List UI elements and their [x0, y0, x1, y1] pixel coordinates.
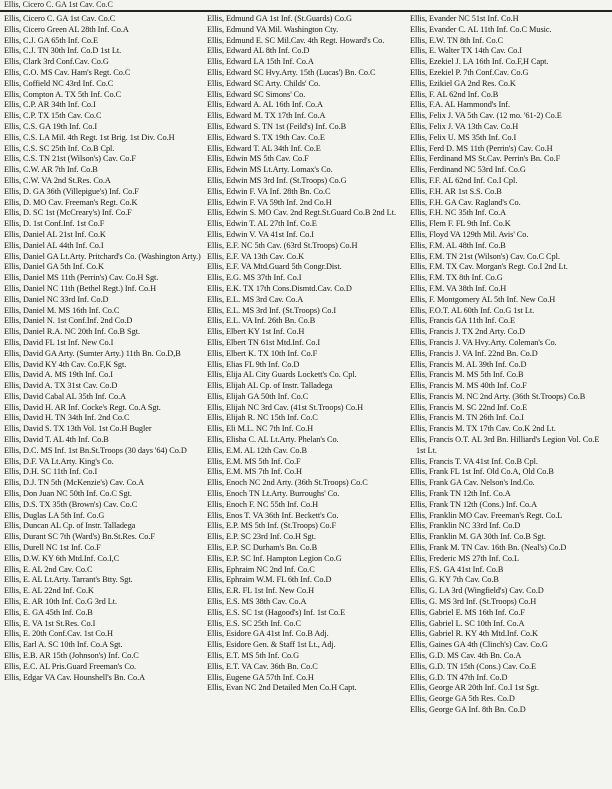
- index-entry: Ellis, D.W. KY 6th Mtd.Inf. Co.I,C: [4, 553, 120, 563]
- index-entry: Ellis, Elisha C. AL Lt.Arty. Phelan's Co.: [207, 435, 339, 445]
- index-entry: Ellis, F.M. AL 48th Inf. Co.B: [410, 240, 506, 250]
- index-entry: Ellis, E.T. MS 5th Inf. Co.G: [207, 651, 300, 661]
- index-entry: Ellis, Felix J. VA 5th Cav. (12 mo. '61-2) Co.E: [410, 111, 562, 121]
- index-entry: Ellis, Evan NC 2nd Detailed Men Co.H Capt.: [207, 683, 357, 693]
- index-entry: Ellis, Daniel AL 21st Inf. Co.K: [4, 229, 106, 239]
- index-entry: Ellis, G.D. TN 47th Inf. Co.D: [410, 672, 508, 682]
- index-entry: Ellis, Daniel NC 11th (Bethel Regt.) Inf. Co.H: [4, 283, 157, 293]
- index-entry: Ellis, David FL 1st Inf. New Co.I: [4, 337, 114, 347]
- index-entry: Ellis, D.C. MS Inf. 1st Bn.St.Troops (30 days '64) Co.D: [4, 445, 187, 455]
- index-entry: Ellis, Elijah NC 3rd Cav. (41st St.Troops) Co.H: [207, 402, 364, 412]
- index-entry: Ellis, E. 20th Conf.Cav. 1st Co.H: [4, 629, 113, 639]
- index-entry: Ellis, George GA 5th Res. Co.D: [410, 694, 515, 704]
- index-entry: Ellis, Francis M. AL 39th Inf. Co.D: [410, 359, 527, 369]
- index-entry: Ellis, Cicero C. GA 1st Cav. Co.C: [4, 14, 116, 23]
- entry-column-3: [410, 14, 609, 788]
- index-entry: Ellis, Clark 3rd Conf.Cav. Co.G: [4, 57, 109, 67]
- index-entry: Ellis, Francis M. MS 40th Inf. Co.F: [410, 381, 527, 391]
- index-entry: Ellis, E.B. AR 15th (Johnson's) Inf. Co.C: [4, 651, 139, 661]
- index-entry: Ellis, Ezekiel P. 7th Conf.Cav. Co.G: [410, 67, 529, 77]
- index-entry: Ellis, Edmund E. SC Mil.Cav. 4th Regt. Howard's Co.: [207, 35, 385, 45]
- index-entry: Ellis, E.P. SC Inf. Hampton Legion Co.G: [207, 553, 342, 563]
- index-entry: Ellis, G. LA 3rd (Wingfield's) Cav. Co.D: [410, 586, 544, 596]
- index-entry: Ellis, Flem F. FL 9th Inf. Co.K: [410, 219, 511, 229]
- index-entry: Ellis, C.S. GA 19th Inf. Co.I: [4, 121, 98, 131]
- index-entry: Ellis, F.M. TN 21st (Wilson's) Cav. Co.C Cpl.: [410, 251, 560, 261]
- index-entry: Ellis, David A. TX 31st Cav. Co.D: [4, 381, 118, 391]
- index-entry: Ellis, Edwin MS 5th Cav. Co.F: [207, 154, 309, 164]
- index-entry: Ellis, David GA Arty. (Sumter Arty.) 11th Bn. Co.D,B: [4, 348, 181, 358]
- index-entry: Ellis, Francis M. TN 26th Inf. Co.I: [410, 413, 524, 423]
- index-entry: Ellis, C.O. MS Cav. Ham's Regt. Co.C: [4, 67, 131, 77]
- index-entry: Ellis, David S. TX 13th Vol. 1st Co.H Bugler: [4, 424, 152, 434]
- index-entry: Ellis, E.L. MS 3rd Cav. Co.A: [207, 294, 304, 304]
- index-entry: Ellis, Edmund GA 1st Inf. (St.Guards) Co.G: [207, 14, 352, 23]
- index-entry: Ellis, Edward S. TX 19th Cav. Co.E: [207, 132, 325, 142]
- index-entry: Ellis, Frank M. TN Cav. 16th Bn. (Neal's) Co.D: [410, 543, 567, 553]
- index-entry: Ellis, Elijah AL Cp. of Instr. Talladega: [207, 381, 333, 391]
- index-entry: Ellis, E.S. SC 1st (Hagood's) Inf. 1st Co.E: [207, 607, 346, 617]
- index-entry: Ellis, Francis GA 11th Inf. Co.E: [410, 316, 516, 326]
- index-entry: Ellis, C.P. TX 15th Cav. Co.C: [4, 111, 102, 121]
- index-entry: Ellis, Francis O.T. AL 3rd Bn. Hilliard's Legion Vol. Co.E 1st Lt.: [410, 435, 600, 455]
- index-entry: Ellis, Francis T. VA 41st Inf. Co.B Cpl.: [410, 456, 538, 466]
- index-entry: Ellis, Felix J. VA 13th Cav. Co.H: [410, 121, 519, 131]
- index-entry: Ellis, Enoch TN Lt.Arty. Burroughs' Co.: [207, 489, 340, 499]
- index-entry: Ellis, Edward AL 8th Inf. Co.D: [207, 46, 310, 56]
- index-entry: Ellis, Edwin V. VA 41st Inf. Co.I: [207, 229, 314, 239]
- index-entry: Ellis, E.W. TN 8th Inf. Co.C: [410, 35, 504, 45]
- index-entry: Ellis, David H. TN 34th Inf. 2nd Co.C: [4, 413, 130, 423]
- index-entry: Ellis, Ferd D. MS 11th (Perrin's) Cav. Co.H: [410, 143, 553, 153]
- index-entry: Ellis, E. AR 10th Inf. Co.G 3rd Lt.: [4, 597, 118, 607]
- index-entry: Ellis, Edwin T. AL 27th Inf. Co.E: [207, 219, 317, 229]
- index-entry: Ellis, E.P. SC Durham's Bn. Co.B: [207, 543, 318, 553]
- index-entry: Ellis, E. AL Lt.Arty. Tarrant's Btty. Sgt.: [4, 575, 133, 585]
- index-entry: Ellis, Gabriel R. KY 4th Mtd.Inf. Co.K: [410, 629, 538, 639]
- index-entry: Ellis, Edwin F. VA Inf. 28th Bn. Co.C: [207, 186, 331, 196]
- index-entry: Ellis, Edward A. AL 16th Inf. Co.A: [207, 100, 323, 110]
- index-entry: Ellis, Esidore GA 41st Inf. Co.B Adj.: [207, 629, 329, 639]
- index-entry: Ellis, Durant SC 7th (Ward's) Bn.St.Res. Co.F: [4, 532, 155, 542]
- index-entry: Ellis, Durell NC 1st Inf. Co.F: [4, 543, 101, 553]
- index-entry: Ellis, Edwin S. MO Cav. 2nd Regt.St.Guard Co.B 2nd Lt.: [207, 208, 396, 218]
- index-entry: Ellis, G. KY 7th Cav. Co.B: [410, 575, 499, 585]
- index-entry: Ellis, F.A. AL Hammond's Inf.: [410, 100, 511, 110]
- index-entry: Ellis, Eugene GA 57th Inf. Co.H: [207, 672, 314, 682]
- index-entry: Ellis, Ezekiel J. LA 16th Inf. Co.F,H Capt.: [410, 57, 549, 67]
- index-entry: Ellis, David KY 4th Cav. Co.F,K Sgt.: [4, 359, 127, 369]
- header-rule: [0, 10, 612, 12]
- index-entry: Ellis, Gaines GA 4th (Clinch's) Cav. Co.G: [410, 640, 548, 650]
- running-header: Ellis, Cicero C. GA 1st Cav. Co.C: [4, 0, 113, 9]
- index-entry: Ellis, Elija AL City Guards Lockett's Co. Cpl.: [207, 370, 357, 380]
- index-entry: Ellis, E. AL 22nd Inf. Co.K: [4, 586, 94, 596]
- index-entry: Ellis, Frank TN 12th Inf. Co.A: [410, 489, 511, 499]
- index-entry: Ellis, Daniel MS 11th (Perrin's) Cav. Co.H Sgt.: [4, 273, 159, 283]
- index-entry: Ellis, Evander NC 51st Inf. Co.H: [410, 14, 519, 23]
- index-entry: Ellis, David T. AL 4th Inf. Co.B: [4, 435, 109, 445]
- index-entry: Ellis, Floyd VA 129th Mil. Avis' Co.: [410, 229, 529, 239]
- index-entry: Ellis, Daniel R.A. NC 20th Inf. Co.B Sgt.: [4, 327, 141, 337]
- index-entry: Ellis, Franklin MO Cav. Freeman's Regt. Co.L: [410, 510, 563, 520]
- index-entry: Ellis, Edward S. TN 1st (Feild's) Inf. Co.B: [207, 121, 347, 131]
- index-entry: Ellis, George GA Inf. 8th Bn. Co.D: [410, 705, 526, 714]
- index-entry: Ellis, Enoch F. NC 55th Inf. Co.H: [207, 499, 319, 509]
- index-entry: Ellis, Edward M. TX 17th Inf. Co.A: [207, 111, 326, 121]
- entry-column-1: [4, 14, 203, 788]
- index-entry: Ellis, E.P. SC 23rd Inf. Co.H Sgt.: [207, 532, 316, 542]
- index-entry: Ellis, Edward SC Arty. Childs' Co.: [207, 78, 321, 88]
- index-entry: Ellis, D. MO Cav. Freeman's Regt. Co.K: [4, 197, 138, 207]
- index-entry: Ellis, D. SC 1st (McCreary's) Inf. Co.F: [4, 208, 132, 218]
- index-entry: Ellis, Ferdinand MS St.Cav. Perrin's Bn. Co.F: [410, 154, 561, 164]
- index-entry: Ellis, C.S. SC 25th Inf. Co.B Cpl.: [4, 143, 115, 153]
- index-entry: Ellis, Daniel AL 44th Inf. Co.I: [4, 240, 104, 250]
- index-entry: Ellis, C.W. VA 2nd St.Res. Co.A: [4, 175, 111, 185]
- index-entry: Ellis, F.M. VA 38th Inf. Co.H: [410, 283, 507, 293]
- entry-column-2: [207, 14, 406, 788]
- index-entry: Ellis, Daniel GA 5th Inf. Co.K: [4, 262, 104, 272]
- index-entry: Ellis, D.S. TX 35th (Brown's) Cav. Co.C: [4, 499, 138, 509]
- index-entry: Ellis, D. GA 36th (Villepigue's) Inf. Co.F: [4, 186, 139, 196]
- index-entry: Ellis, Francis J. TX 2nd Arty. Co.D: [410, 327, 526, 337]
- index-entry: Ellis, F.H. NC 35th Inf. Co.A: [410, 208, 507, 218]
- index-entry: Ellis, F.H. AR 1st S.S. Co.B: [410, 186, 502, 196]
- index-entry: Ellis, Esidore Gen. & Staff 1st Lt., Adj.: [207, 640, 336, 650]
- index-entry: Ellis, Ephraim NC 2nd Inf. Co.C: [207, 564, 315, 574]
- index-entry: Ellis, Edwin MS Lt.Arty. Lomax's Co.: [207, 165, 333, 175]
- index-entry: Ellis, E. Walter TX 14th Cav. Co.I: [410, 46, 523, 56]
- index-entry: Ellis, C.S. TN 21st (Wilson's) Cav. Co.F: [4, 154, 136, 164]
- index-entry: Ellis, F.H. GA Cav. Ragland's Co.: [410, 197, 521, 207]
- index-entry: Ellis, Frank FL 1st Inf. Old Co.A, Old Co.B: [410, 467, 554, 477]
- index-entry: Ellis, E. AL 2nd Cav. Co.C: [4, 564, 93, 574]
- index-entry: Ellis, F.S. GA 41st Inf. Co.B: [410, 564, 504, 574]
- index-entry: Ellis, Edward LA 15th Inf. Co.A: [207, 57, 314, 67]
- index-entry: Ellis, Elijah R. NC 15th Inf. Co.C: [207, 413, 318, 423]
- index-entry: Ellis, Daniel NC 33rd Inf. Co.D: [4, 294, 109, 304]
- index-entry: Ellis, Elbert K. TX 10th Inf. Co.F: [207, 348, 318, 358]
- index-entry: Ellis, E.M. AL 12th Cav. Co.B: [207, 445, 308, 455]
- index-entry: Ellis, Francis M. NC 2nd Arty. (36th St.Troops) Co.B: [410, 391, 586, 401]
- index-entry: Ellis, Francis M. SC 22nd Inf. Co.E: [410, 402, 528, 412]
- index-entry: Ellis, Edward T. AL 34th Inf. Co.E: [207, 143, 321, 153]
- index-entry: Ellis, E.T. VA Cav. 36th Bn. Co.C: [207, 661, 318, 671]
- index-entry: Ellis, Ferdinand NC 53rd Inf. Co.G: [410, 165, 526, 175]
- index-entry: Ellis, E.L. MS 3rd Inf. (St.Troops) Co.I: [207, 305, 337, 315]
- index-entry: Ellis, F.O.T. AL 60th Inf. Co.G 1st Lt.: [410, 305, 535, 315]
- index-entry: Ellis, C.J. GA 65th Inf. Co.E: [4, 35, 98, 45]
- index-entry: Ellis, F.M. TX Cav. Morgan's Regt. Co.I 2nd Lt.: [410, 262, 568, 272]
- index-entry: Ellis, G. MS 3rd Inf. (St.Troops) Co.H: [410, 597, 537, 607]
- index-entry: Ellis, Evander C. AL 11th Inf. Co.C Music.: [410, 24, 552, 34]
- index-entry: Ellis, E.F. VA 13th Cav. Co.K: [207, 251, 305, 261]
- index-entry: Ellis, D.J. TN 5th (McKenzie's) Cav. Co.A: [4, 478, 145, 488]
- index-entry: Ellis, Duncan AL Cp. of Instr. Talladega: [4, 521, 136, 531]
- index-entry: Ellis, Daniel GA Lt.Arty. Pritchard's Co. (Washington Arty.): [4, 251, 201, 261]
- index-entry: Ellis, E. VA 1st St.Res. Co.I: [4, 618, 96, 628]
- index-entry: Ellis, E.P. MS 5th Inf. (St.Troops) Co.F: [207, 521, 337, 531]
- index-entry: Ellis, Daniel N. 1st Conf.Inf. 2nd Co.D: [4, 316, 133, 326]
- index-entry: Ellis, D.F. VA Lt.Arty. King's Co.: [4, 456, 114, 466]
- index-entry: Ellis, Eli M.L. NC 7th Inf. Co.H: [207, 424, 314, 434]
- index-entry: Ellis, E.C. AL Pris.Guard Freeman's Co.: [4, 661, 136, 671]
- index-entry: Ellis, D. 1st Conf.Inf. 1st Co.F: [4, 219, 105, 229]
- index-entry: Ellis, F.F. AL 62nd Inf. Co.I Cpl.: [410, 175, 518, 185]
- index-entry: Ellis, Elijah GA 50th Inf. Co.C: [207, 391, 309, 401]
- index-entry: Ellis, C.J. TN 30th Inf. Co.D 1st Lt.: [4, 46, 122, 56]
- index-entry: Ellis, George AR 20th Inf. Co.I 1st Sgt.: [410, 683, 539, 693]
- index-entry: Ellis, Edward SC Hvy.Arty. 15th (Lucas') Bn. Co.C: [207, 67, 376, 77]
- index-entry: Ellis, Edmund VA Mil. Washington Cty.: [207, 24, 339, 34]
- index-entry: Ellis, Felix U. MS 35th Inf. Co.I: [410, 132, 517, 142]
- index-entry: Ellis, David Cabal AL 35th Inf. Co.A: [4, 391, 127, 401]
- index-entry: Ellis, E.S. MS 38th Cav. Co.A: [207, 597, 307, 607]
- index-entry: Ellis, E.G. MS 37th Inf. Co.I: [207, 273, 302, 283]
- index-entry: Ellis, Don Juan NC 50th Inf. Co.C Sgt.: [4, 489, 132, 499]
- index-entry: Ellis, Duglas LA 5th Inf. Co.G: [4, 510, 105, 520]
- index-entry: Ellis, Edgar VA Cav. Hounshell's Bn. Co.A: [4, 672, 146, 682]
- index-entry: Ellis, Cicero Green AL 28th Inf. Co.A: [4, 24, 129, 34]
- index-entry: Ellis, Earl A. SC 10th Inf. Co.A Sgt.: [4, 640, 123, 650]
- index-entry: Ellis, Enoch NC 2nd Arty. (36th St.Troops) Co.C: [207, 478, 368, 488]
- index-entry: Ellis, C.W. AR 7th Inf. Co.B: [4, 165, 98, 175]
- index-entry: Ellis, Frank GA Cav. Nelson's Ind.Co.: [410, 478, 535, 488]
- index-entry: Ellis, Ephraim W.M. FL 6th Inf. Co.D: [207, 575, 332, 585]
- index-entry: Ellis, Compton A. TX 5th Inf. Co.C: [4, 89, 122, 99]
- index-entry: Ellis, E.K. TX 17th Cons.Dismtd.Cav. Co.D: [207, 283, 352, 293]
- index-entry: Ellis, Edwin MS 3rd Inf. (St.Troops) Co.G: [207, 175, 347, 185]
- index-entry: Ellis, Elbert TN 61st Mtd.Inf. Co.I: [207, 337, 321, 347]
- index-entry: Ellis, G.D. TN 15th (Cons.) Cav. Co.E: [410, 661, 537, 671]
- index-entry: Ellis, Elbert KY 1st Inf. Co.H: [207, 327, 305, 337]
- index-entry: Ellis, C.P. AR 34th Inf. Co.I: [4, 100, 96, 110]
- index-entry: Ellis, Edwin F. VA 59th Inf. 2nd Co.H: [207, 197, 332, 207]
- index-entry: Ellis, F.M. TX 8th Inf. Co.G: [410, 273, 503, 283]
- index-entry: Ellis, E.S. SC 25th Inf. Co.C: [207, 618, 301, 628]
- index-entry: Ellis, E.M. MS 7th Inf. Co.H: [207, 467, 302, 477]
- columns-container: [4, 14, 610, 788]
- index-entry: Ellis, D.H. SC 11th Inf. Co.I: [4, 467, 98, 477]
- index-entry: Ellis, David H. AR Inf. Cocke's Regt. Co.A Sgt.: [4, 402, 161, 412]
- index-entry: Ellis, Enos T. VA 36th Inf. Beckett's Co.: [207, 510, 339, 520]
- index-entry: Ellis, Gabriel L. SC 10th Inf. Co.A: [410, 618, 525, 628]
- index-entry: Ellis, F. Montgomery AL 5th Inf. New Co.H: [410, 294, 556, 304]
- index-entry: Ellis, Daniel M. MS 16th Inf. Co.C: [4, 305, 120, 315]
- index-entry: Ellis, E.L. VA Inf. 26th Bn. Co.B: [207, 316, 316, 326]
- index-entry: Ellis, C.S. LA Mil. 4th Regt. 1st Brig. 1st Div. Co.H: [4, 132, 175, 142]
- index-entry: Ellis, E.R. FL 1st Inf. New Co.H: [207, 586, 315, 596]
- index-entry: Ellis, E. GA 45th Inf. Co.B: [4, 607, 93, 617]
- index-entry: Ellis, David A. MS 19th Inf. Co.I: [4, 370, 113, 380]
- index-entry: Ellis, G.D. MS Cav. 4th Bn. Co.A: [410, 651, 522, 661]
- index-entry: Ellis, F. AL 62nd Inf. Co.B: [410, 89, 499, 99]
- index-entry: Ellis, Francis J. VA Hvy.Arty. Coleman's Co.: [410, 337, 557, 347]
- index-entry: Ellis, Frank TN 12th (Cons.) Inf. Co.A: [410, 499, 538, 509]
- index-entry: Ellis, Elias FL 9th Inf. Co.D: [207, 359, 300, 369]
- index-entry: Ellis, Ezikiel GA 2nd Res. Co.K: [410, 78, 516, 88]
- index-entry: Ellis, E.F. VA Mtd.Guard 5th Congr.Dist.: [207, 262, 342, 272]
- index-entry: Ellis, Frederic MS 27th Inf. Co.L: [410, 553, 519, 563]
- index-entry: Ellis, E.F. NC 5th Cav. (63rd St.Troops) Co.H: [207, 240, 358, 250]
- index-entry: Ellis, Francis J. VA Inf. 22nd Bn. Co.D: [410, 348, 538, 358]
- index-entry: Ellis, Franklin M. GA 30th Inf. Co.B Sgt.: [410, 532, 546, 542]
- index-entry: Ellis, Coffield NC 43rd Inf. Co.C: [4, 78, 114, 88]
- index-entry: Ellis, E.M. MS 5th Inf. Co.F: [207, 456, 301, 466]
- index-entry: Ellis, Francis M. MS 5th Inf. Co.B: [410, 370, 524, 380]
- index-entry: Ellis, Francis M. TX 17th Cav. Co.K 2nd Lt.: [410, 424, 556, 434]
- index-entry: Ellis, Franklin NC 33rd Inf. Co.D: [410, 521, 521, 531]
- index-entry: Ellis, Edward SC Simons' Co.: [207, 89, 306, 99]
- index-entry: Ellis, Gabriel E. MS 16th Inf. Co.F: [410, 607, 525, 617]
